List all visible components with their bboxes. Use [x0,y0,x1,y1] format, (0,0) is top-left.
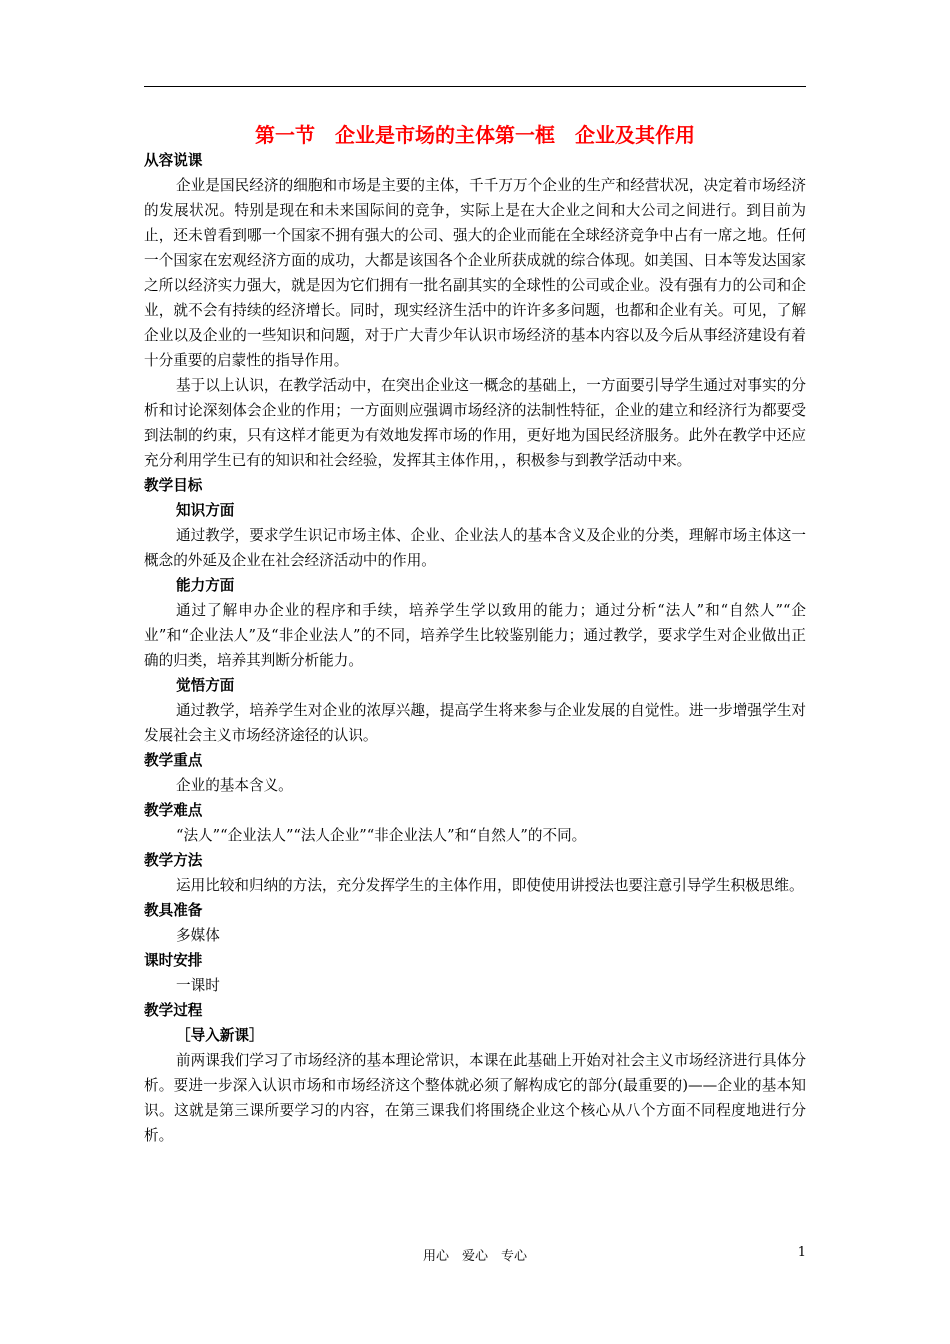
footer-motto: 用心 爱心 专心 [422,1249,527,1264]
intro-paragraph-2: 基于以上认识，在教学活动中，在突出企业这一概念的基础上，一方面要引导学生通过对事实的分析和讨论深刻体会企业的作用；一方面则应强调市场经济的法制性特征，企业的建立和经济行为都要受到法制的约束，只有这样才能更为有效地发挥市场的作用，更好地为国民经济服务。此外在教学中还应充分利用学生已有的知识和社会经验，发挥其主体作用，，积极参与到教学活动中来。 [144,377,806,469]
page-title: 第一节 企业是市场的主体第一框 企业及其作用 [255,123,695,147]
tools-text: 多媒体 [176,927,220,944]
ability-paragraph: 通过了解申办企业的程序和手续，培养学生学以致用的能力；通过分析“法人”和“自然人”“企业”和“企业法人”及“非企业法人”的不同，培养学生比较鉴别能力；通过教学，要求学生对企业做出正确的归类，培养其判断分析能力。 [144,602,806,669]
schedule-text: 一课时 [176,977,220,994]
section-heading-process: 教学过程 [144,1002,203,1019]
page-number: 1 [797,1245,806,1260]
section-heading-goals: 教学目标 [144,477,203,494]
section-heading-schedule: 课时安排 [144,952,203,969]
process-paragraph: 前两课我们学习了市场经济的基本理论常识，本课在此基础上开始对社会主义市场经济进行具体分析。要进一步深入认识市场和市场经济这个整体就必须了解构成它的部分(最重要的)——企业的基本知识。这就是第三课所要学习的内容，在第三课我们将围绕企业这个核心从八个方面不同程度地进行分析。 [144,1052,806,1144]
intro-paragraph-1: 企业是国民经济的细胞和市场是主要的主体，千千万万个企业的生产和经营状况，决定着市场经济的发展状况。特别是现在和未来国际间的竞争，实际上是在大企业之间和大公司之间进行。到目前为止，还未曾看到哪一个国家不拥有强大的公司、强大的企业而能在全球经济竞争中占有一席之地。任何一个国家在宏观经济方面的成功，大都是该国各个企业所获成就的综合体现。如美国、日本等发达国家之所以经济实力强大，就是因为它们拥有一批名副其实的全球性的公司或企业。没有强有力的公司和企业，就不会有持续的经济增长。同时，现实经济生活中的许许多多问题，也都和企业有关。可见，了解企业以及企业的一些知识和问题，对于广大青少年认识市场经济的基本内容以及今后从事经济建设有着十分重要的启蒙性的指导作用。 [144,177,806,369]
section-heading-method: 教学方法 [144,852,203,869]
awareness-paragraph: 通过教学，培养学生对企业的浓厚兴趣，提高学生将来参与企业发展的自觉性。进一步增强学生对发展社会主义市场经济途径的认识。 [144,702,806,744]
page-footer [144,1245,806,1269]
subheading-intro-lesson: ［导入新课］ [176,1027,264,1044]
section-heading-difficulty: 教学难点 [144,802,203,819]
key-point-text: 企业的基本含义。 [176,777,293,794]
section-heading-intro: 从容说课 [144,152,203,169]
section-heading-key-point: 教学重点 [144,752,203,769]
subheading-ability: 能力方面 [176,577,235,594]
section-heading-tools: 教具准备 [144,902,203,919]
knowledge-paragraph: 通过教学，要求学生识记市场主体、企业、企业法人的基本含义及企业的分类，理解市场主体这一概念的外延及企业在社会经济活动中的作用。 [144,527,806,569]
header-rule [144,86,806,87]
difficulty-text: “法人”“企业法人”“法人企业”“非企业法人”和“自然人”的不同。 [176,827,587,844]
method-paragraph: 运用比较和归纳的方法，充分发挥学生的主体作用，即使使用讲授法也要注意引导学生积极思维。 [176,877,804,894]
document-body [144,148,806,1148]
subheading-knowledge: 知识方面 [176,502,235,519]
subheading-awareness: 觉悟方面 [176,677,235,694]
